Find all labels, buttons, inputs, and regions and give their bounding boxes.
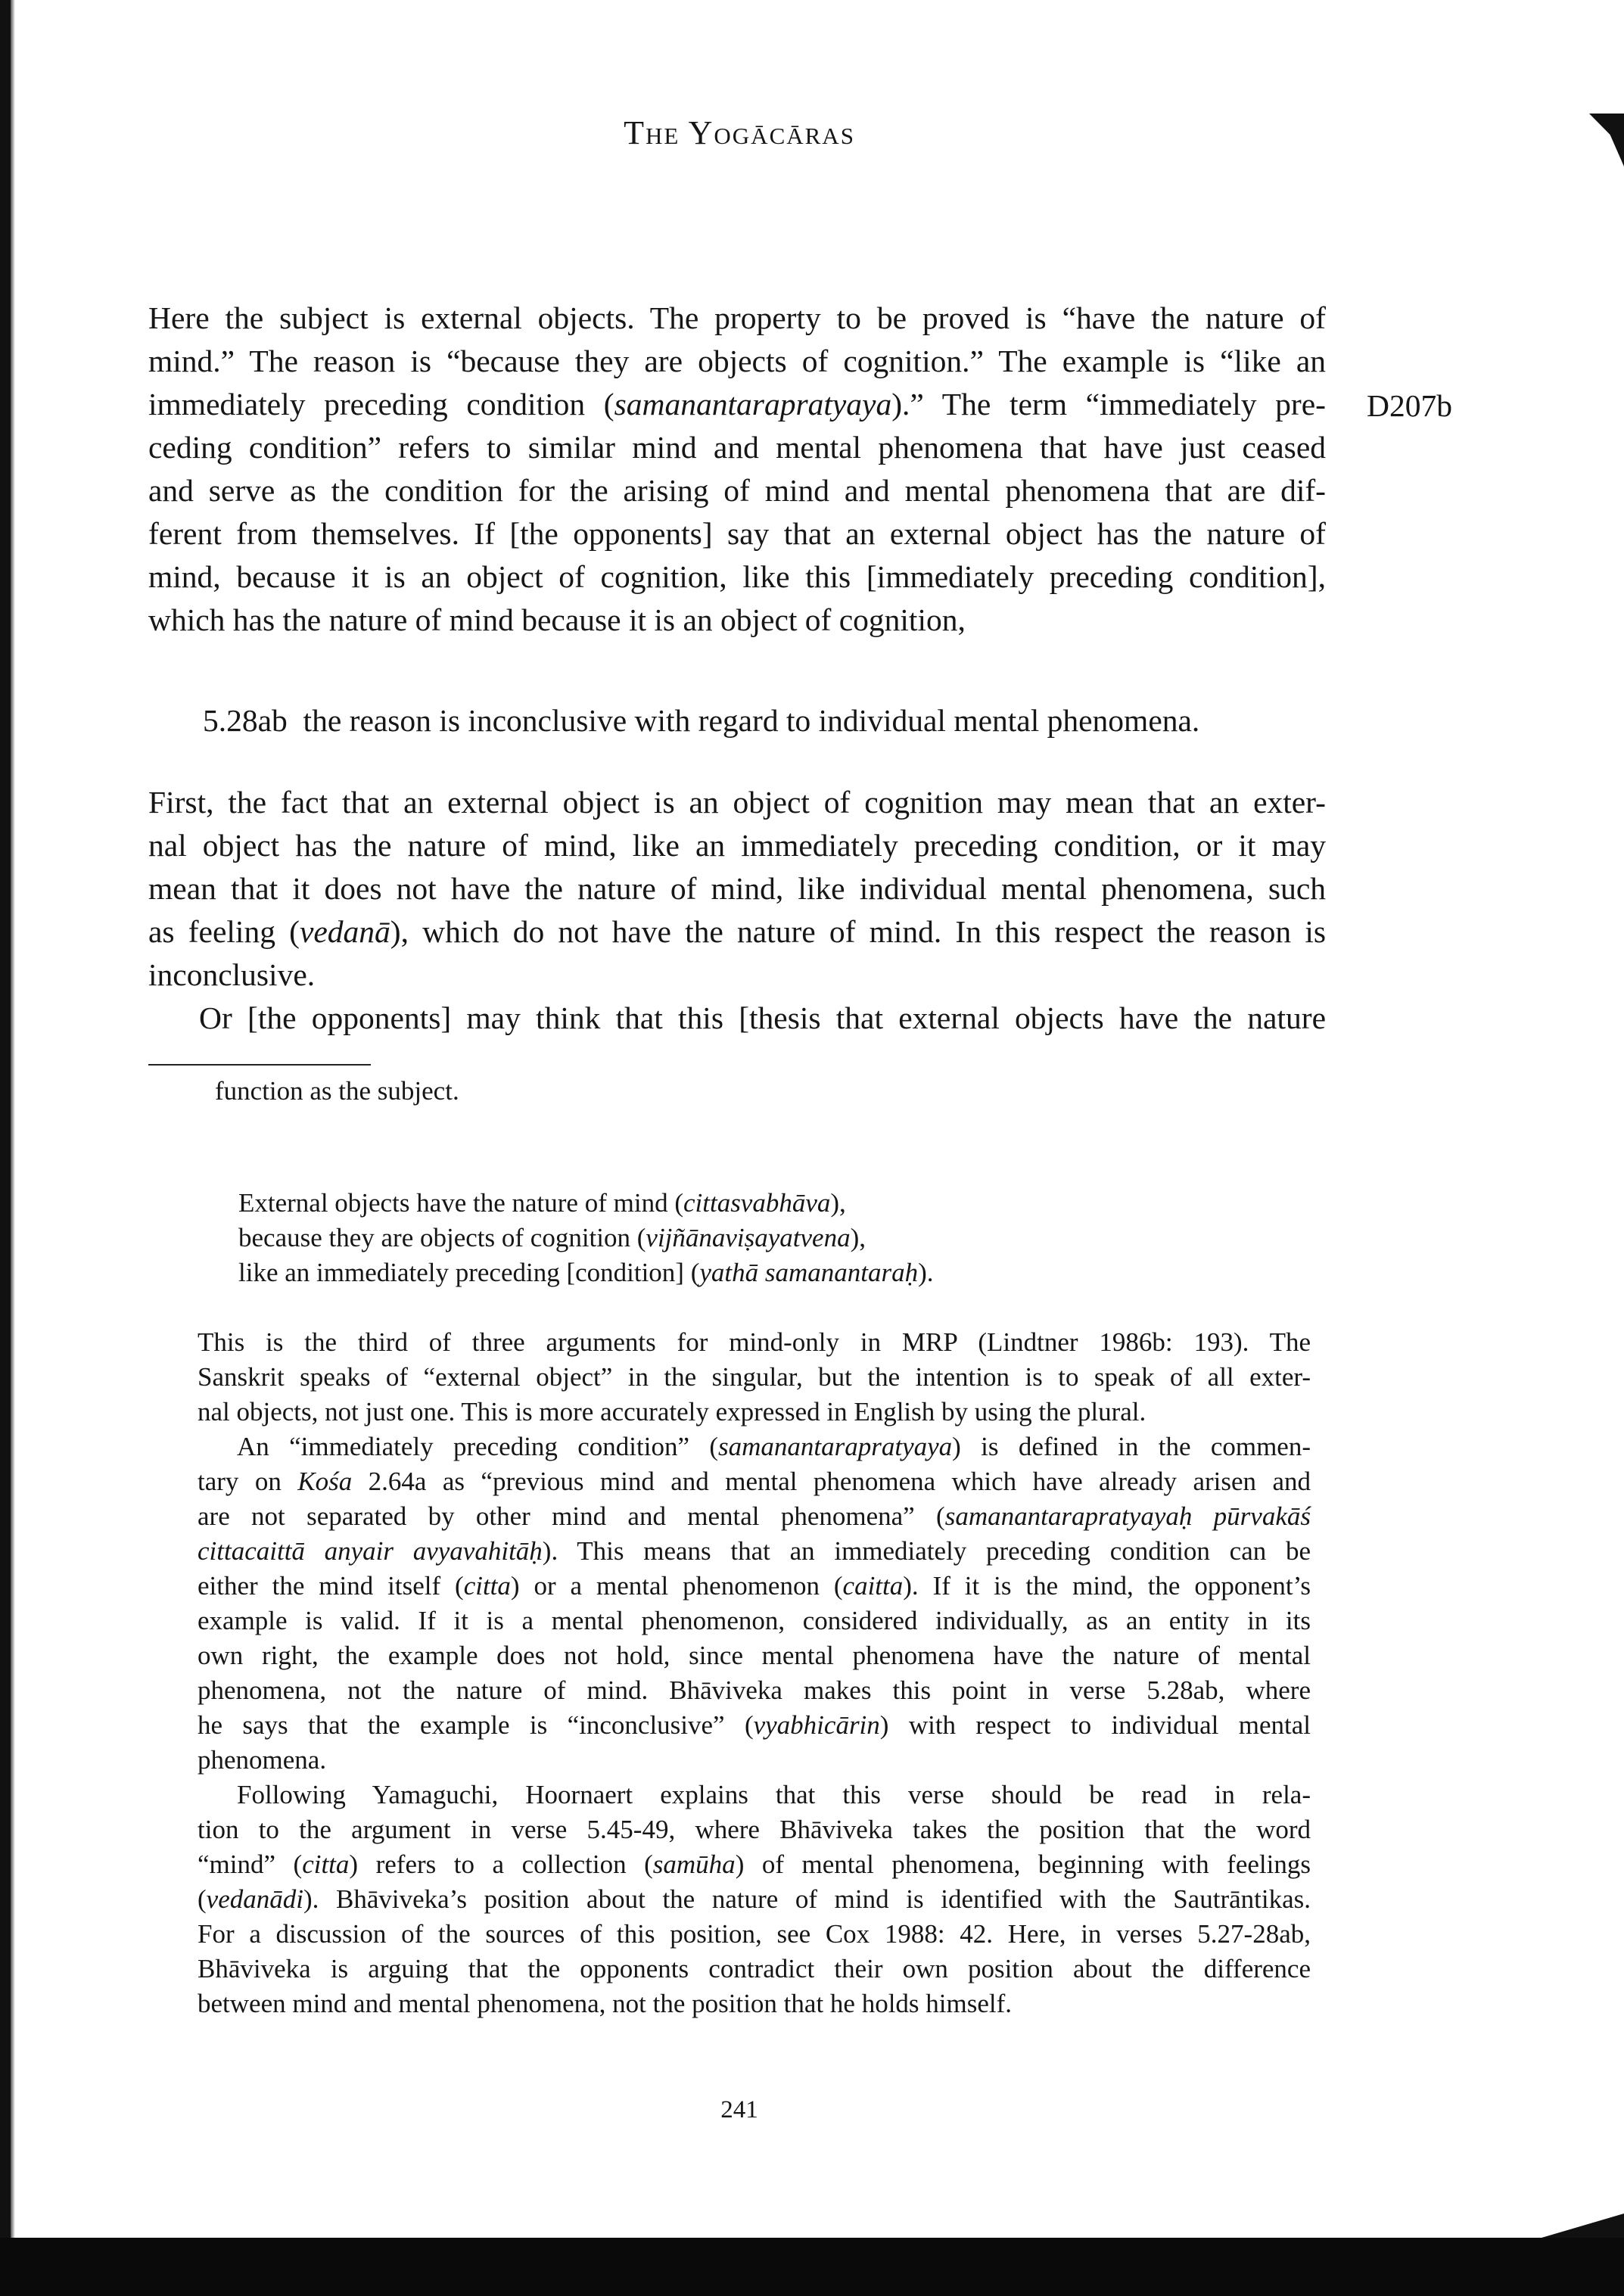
text-segment: External objects have the nature of mind (: [238, 1188, 683, 1218]
italic-term: cittasvabhāva: [683, 1188, 831, 1218]
text-segment: tion to the argument in verse 5.45-49, where Bhāviveka takes the position that the word: [198, 1815, 1311, 1844]
main-paragraph-2: [148, 781, 1326, 997]
text-segment: ).” The term “immediately pre-: [891, 387, 1326, 422]
text-segment: This is the third of three arguments for mind-only in MRP (Lindtner 1986b: 193). The: [198, 1327, 1311, 1357]
italic-term: vyabhicārin: [753, 1710, 880, 1740]
italic-term: samūha: [652, 1850, 736, 1879]
text-line: [198, 1534, 1311, 1569]
text-line: [148, 824, 1326, 867]
text-segment: which has the nature of mind because it is an object of cognition,: [148, 602, 966, 637]
text-segment: example is valid. If it is a mental phenomenon, considered individually, as an entity in its: [198, 1606, 1311, 1635]
italic-term: vedanādi: [206, 1884, 303, 1914]
text-segment: ) is defined in the commen-: [952, 1432, 1311, 1461]
text-segment: Here the subject is external objects. The property to be proved is “have the nature of: [148, 300, 1326, 335]
text-segment: between mind and mental phenomena, not the position that he holds himself.: [198, 1989, 1013, 2018]
text-line: [198, 1569, 1311, 1604]
text-line: [148, 599, 1326, 642]
scan-bottom-border: [0, 2238, 1624, 2296]
text-line: [238, 1186, 934, 1221]
text-line: [148, 426, 1326, 469]
text-segment: own right, the example does not hold, since mental phenomena have the nature of mental: [198, 1641, 1311, 1670]
text-segment: ),: [850, 1223, 866, 1252]
italic-term: cittacaittā anyair avyavahitāḥ: [198, 1536, 543, 1566]
text-line: [148, 383, 1326, 426]
text-segment: ferent from themselves. If [the opponents] say that an external object has the nature of: [148, 516, 1326, 551]
italic-term: vijñānaviṣayatvena: [646, 1223, 851, 1252]
text-segment: ) with respect to individual mental: [879, 1710, 1311, 1740]
italic-term: citta: [302, 1850, 350, 1879]
footnote-rule: [148, 1064, 371, 1066]
text-segment: ) of mental phenomena, beginning with feelings: [735, 1850, 1311, 1879]
footnote-paragraph-3: [198, 1778, 1311, 2021]
text-line: [198, 1360, 1311, 1395]
italic-term: vedanā: [299, 914, 390, 949]
text-line: [148, 781, 1326, 824]
text-line: [198, 1464, 1311, 1499]
text-line: [198, 1499, 1311, 1534]
italic-term: samanantarapratyaya: [718, 1432, 953, 1461]
text-segment: ). This means that an immediately preceding condition can be: [542, 1536, 1311, 1566]
text-segment: either the mind itself (: [198, 1571, 464, 1601]
main-paragraph-3: [148, 997, 1326, 1040]
italic-term: yathā samanantaraḥ: [699, 1258, 919, 1287]
text-segment: For a discussion of the sources of this position, see Cox 1988: 42. Here, in verses 5.27-28ab,: [198, 1919, 1311, 1949]
main-paragraph-1: [148, 297, 1326, 642]
page-number: 241: [720, 2096, 758, 2123]
text-line: [198, 1673, 1311, 1708]
text-line: [148, 954, 1326, 997]
text-segment: ),: [830, 1188, 846, 1218]
text-segment: ).: [918, 1258, 934, 1287]
text-segment: phenomena.: [198, 1745, 327, 1775]
text-segment: (: [198, 1884, 207, 1914]
text-line: [198, 1847, 1311, 1882]
text-segment: are not separated by other mind and mental phenomena” (: [198, 1501, 945, 1531]
text-segment: ). If it is the mind, the opponent’s: [903, 1571, 1311, 1601]
running-header: The Yogācāras: [624, 114, 855, 151]
text-line: [148, 910, 1326, 954]
text-line: [198, 1778, 1311, 1812]
footnote-verse: [238, 1186, 934, 1290]
italic-term: samanantarapratyayaḥ pūrvakāś: [944, 1501, 1311, 1531]
text-line: [198, 1708, 1311, 1743]
text-segment: ) or a mental phenomenon (: [510, 1571, 843, 1601]
text-segment: inconclusive.: [148, 957, 316, 992]
text-line: [148, 469, 1326, 512]
text-segment: mind.” The reason is “because they are objects of cognition.” The example is “like an: [148, 344, 1326, 378]
text-segment: ), which do not have the nature of mind. In this respect the reason is: [390, 914, 1327, 949]
text-segment: An “immediately preceding condition” (: [237, 1432, 719, 1461]
text-line: [198, 1395, 1311, 1430]
text-line: [198, 1882, 1311, 1917]
text-segment: because they are objects of cognition (: [238, 1223, 646, 1252]
text-segment: Or [the opponents] may think that this [thesis that external objects have the nature: [199, 1000, 1326, 1035]
text-line: [148, 340, 1326, 383]
verse-number: 5.28ab: [203, 703, 288, 738]
text-line: [238, 1255, 934, 1290]
scan-left-edge-shadow: [11, 0, 15, 2240]
text-line: [148, 555, 1326, 599]
text-segment: mind, because it is an object of cognition, like this [immediately preceding condition],: [148, 559, 1326, 594]
scan-left-edge: [0, 0, 11, 2240]
verse-text: the reason is inconclusive with regard to individual mental phenomena.: [303, 703, 1200, 738]
text-segment: 2.64a as “previous mind and mental phenomena which have already arisen and: [352, 1467, 1311, 1496]
italic-term: samanantarapratyaya: [614, 387, 892, 422]
text-segment: “mind” (: [198, 1850, 303, 1879]
text-line: [198, 1743, 1311, 1778]
text-line: [148, 997, 1326, 1040]
text-segment: ). Bhāviveka’s position about the nature of mind is identified with the Sautrāntikas.: [303, 1884, 1311, 1914]
text-segment: nal objects, not just one. This is more accurately expressed in English by using the plural.: [198, 1397, 1146, 1426]
text-segment: ceding condition” refers to similar mind and mental phenomena that have just ceased: [148, 430, 1326, 465]
text-segment: mean that it does not have the nature of mind, like individual mental phenomena, such: [148, 871, 1326, 906]
text-line: [238, 1221, 934, 1255]
footnote-continuation: function as the subject.: [215, 1076, 459, 1106]
footnote-paragraph-1: [198, 1325, 1311, 1430]
text-segment: Following Yamaguchi, Hoornaert explains that this verse should be read in rela-: [237, 1780, 1311, 1809]
italic-term: citta: [463, 1571, 511, 1601]
text-line: [198, 1986, 1311, 2021]
text-line: [148, 512, 1326, 555]
scan-corner-mark: [1589, 114, 1624, 166]
text-segment: immediately preceding condition (: [148, 387, 614, 422]
text-segment: Sanskrit speaks of “external object” in the singular, but the intention is to speak of all exter-: [198, 1362, 1311, 1392]
text-line: [198, 1430, 1311, 1464]
text-segment: as feeling (: [148, 914, 300, 949]
text-line: [148, 867, 1326, 910]
text-line: [148, 297, 1326, 340]
text-segment: Bhāviveka is arguing that the opponents contradict their own position about the difference: [198, 1954, 1311, 1983]
text-segment: phenomena, not the nature of mind. Bhāviveka makes this point in verse 5.28ab, where: [198, 1675, 1311, 1705]
text-segment: ) refers to a collection (: [349, 1850, 653, 1879]
margin-reference: D207b: [1367, 388, 1452, 423]
italic-term: Kośa: [297, 1467, 353, 1496]
text-line: [198, 1325, 1311, 1360]
text-line: [198, 1604, 1311, 1638]
footnote-body: [198, 1325, 1311, 2021]
text-segment: he says that the example is “inconclusive” (: [198, 1710, 754, 1740]
text-segment: First, the fact that an external object is an object of cognition may mean that an exter-: [148, 785, 1326, 820]
text-line: [198, 1917, 1311, 1952]
text-line: [198, 1812, 1311, 1847]
text-segment: and serve as the condition for the arising of mind and mental phenomena that are dif-: [148, 473, 1326, 508]
text-line: [198, 1952, 1311, 1986]
text-segment: tary on: [198, 1467, 298, 1496]
italic-term: caitta: [842, 1571, 904, 1601]
verse-5-28ab: [203, 699, 1199, 742]
footnote-paragraph-2: [198, 1430, 1311, 1778]
text-segment: like an immediately preceding [condition] (: [238, 1258, 700, 1287]
text-segment: nal object has the nature of mind, like an immediately preceding condition, or it may: [148, 828, 1326, 863]
text-line: [198, 1638, 1311, 1673]
